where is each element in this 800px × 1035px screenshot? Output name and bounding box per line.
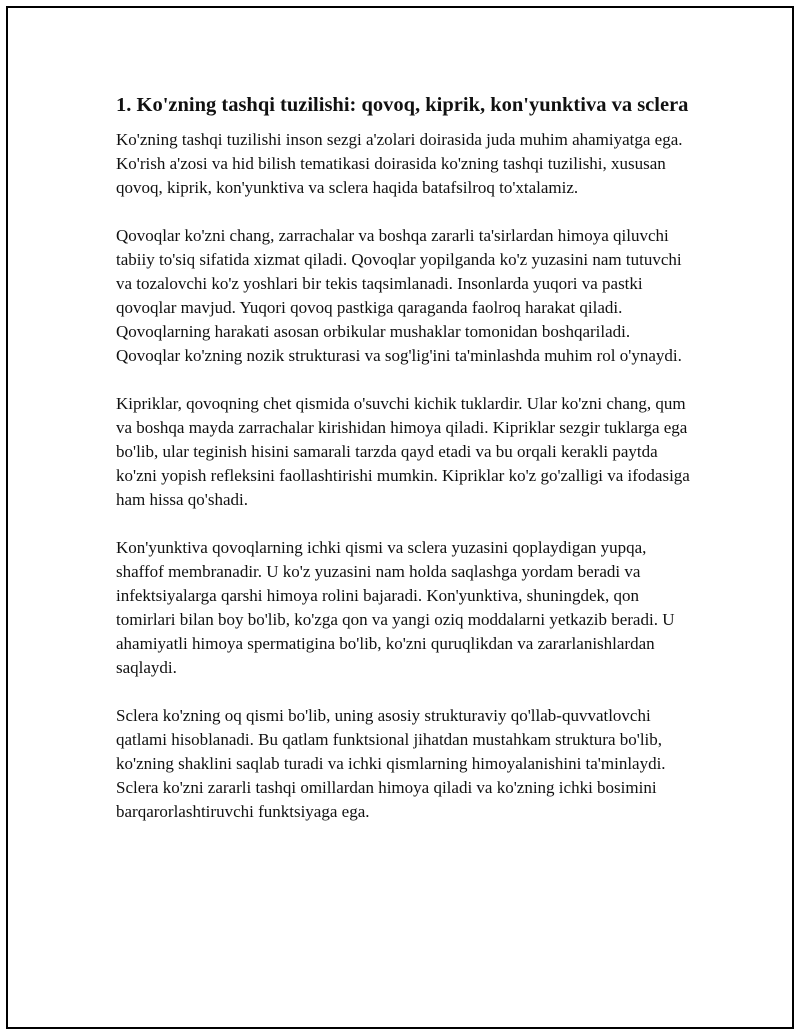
paragraph-sclera: Sclera ko'zning oq qismi bo'lib, uning asosiy strukturaviy qo'llab-quvvatlovchi qatlami hisoblanadi. Bu qatlam funktsional jihatdan mustahkam struktura bo'lib, ko'zning shaklini saqlab turadi va ichki qismlarning himoyalanishini ta'minlaydi. Sclera ko'zni zararli tashqi omillardan himoya qiladi va ko'zning ichki bosimini barqarorlashtiruvchi funktsiyaga ega. — [116, 706, 666, 821]
paragraph-konyunktiva: Kon'yunktiva qovoqlarning ichki qismi va sclera yuzasini qoplaydigan yupqa, shaffof membranadir. U ko'z yuzasini nam holda saqlashga yordam beradi va infektsiyalarga qarshi himoya rolini bajaradi. Kon'yunktiva, shuningdek, qon tomirlari bilan boy bo'lib, ko'zga qon va yangi oziq moddalarni yetkazib beradi. U ahamiyatli himoya spermatigina bo'lib, ko'zni quruqlikdan va zararlanishlardan saqlaydi. — [116, 538, 675, 677]
section-title: 1. Ko'zning tashqi tuzilishi: qovoq, kiprik, kon'yunktiva va sclera — [116, 94, 689, 116]
document-body — [116, 92, 696, 848]
paragraph-kipriklar: Kipriklar, qovoqning chet qismida o'suvchi kichik tuklardir. Ular ko'zni chang, qum va boshqa mayda zarrachalar kirishidan himoya qiladi. Kipriklar sezgir tuklarga ega bo'lib, ular teginish hisini samarali tarzda qayd etadi va bu orqali kerakli paytda ko'zni yopish refleksini faollashtirishi mumkin. Kipriklar ko'z go'zalligi va ifodasiga ham hissa qo'shadi. — [116, 394, 690, 509]
paragraph-intro: Ko'zning tashqi tuzilishi inson sezgi a'zolari doirasida juda muhim ahamiyatga ega. Ko'rish a'zosi va hid bilish tematikasi doirasida ko'zning tashqi tuzilishi, xususan qovoq, kiprik, kon'yunktiva va sclera haqida batafsilroq to'xtalamiz. — [116, 130, 683, 197]
paragraph-qovoqlar: Qovoqlar ko'zni chang, zarrachalar va boshqa zararli ta'sirlardan himoya qiluvchi tabiiy to'siq sifatida xizmat qiladi. Qovoqlar yopilganda ko'z yuzasini nam tutuvchi va tozalovchi ko'z yoshlari bir tekis taqsimlanadi. Insonlarda yuqori va pastki qovoqlar mavjud. Yuqori qovoq pastkiga qaraganda faolroq harakat qiladi. Qovoqlarning harakati asosan orbikular mushaklar tomonidan boshqariladi. Qovoqlar ko'zning nozik strukturasi va sog'lig'ini ta'minlashda muhim rol o'ynaydi. — [116, 226, 682, 365]
